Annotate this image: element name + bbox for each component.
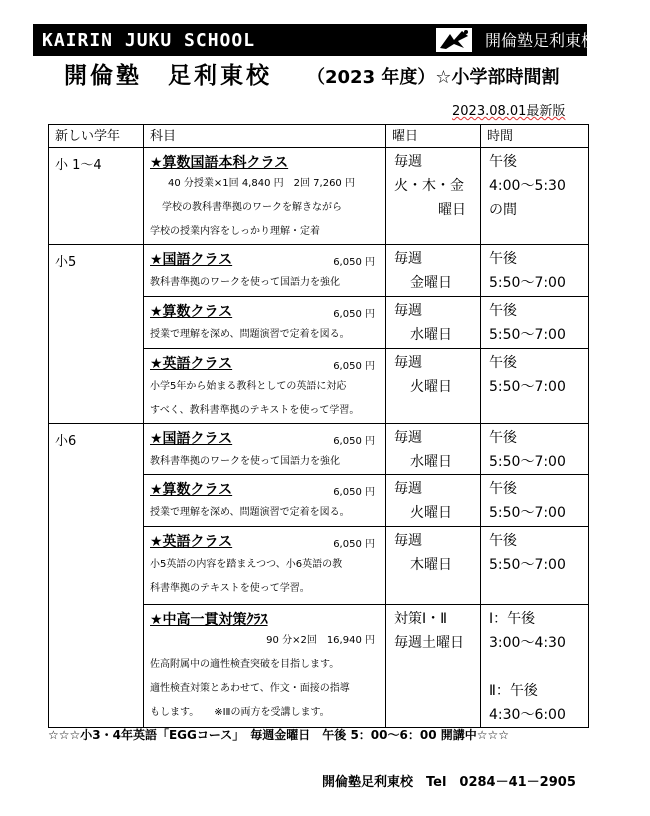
- grade-cell: 小5: [49, 245, 144, 424]
- day-text: 火曜日: [410, 505, 452, 521]
- time-text: 4:00～5:30: [489, 178, 566, 194]
- schedule-table: [48, 124, 589, 728]
- day-text: 火曜日: [410, 379, 452, 395]
- class-desc: 授業で理解を深め、問題演習で定着を図る。: [150, 329, 350, 340]
- day-text: 毎週土曜日: [394, 635, 464, 651]
- school-name-en: KAIRIN JUKU SCHOOL: [42, 30, 256, 51]
- class-cell: [144, 148, 386, 245]
- time-text: 5:50～7:00: [489, 505, 566, 521]
- day-text: 毎週: [394, 251, 422, 267]
- class-desc: もします。 ※ⅠⅡの両方を受講します。: [150, 707, 330, 718]
- table-header-row: [49, 125, 589, 148]
- class-name: ★国語クラス: [150, 252, 233, 268]
- day-text: 曜日: [438, 202, 466, 218]
- school-name-jp: 開倫塾足利東校: [485, 31, 598, 50]
- class-desc: 学校の授業内容をしっかり理解・定着: [150, 226, 320, 237]
- day-text: 木曜日: [410, 557, 452, 573]
- class-price: 6,050 円: [333, 257, 375, 268]
- table-row: [49, 245, 589, 297]
- contact-info: 開倫塾足利東校 Tel 0284－41－2905: [322, 775, 576, 790]
- day-cell: [386, 527, 481, 605]
- class-desc: 授業で理解を深め、問題演習で定着を図る。: [150, 507, 350, 518]
- day-cell: [386, 148, 481, 245]
- class-name: ★算数クラス: [150, 304, 233, 320]
- class-price: 6,050 円: [333, 436, 375, 447]
- class-price: 6,050 円: [333, 361, 375, 372]
- time-cell: [481, 297, 589, 349]
- day-text: 毎週: [394, 355, 422, 371]
- table-row: [49, 424, 589, 475]
- day-text: 毎週: [394, 533, 422, 549]
- page-subtitle: （2023 年度）☆小学部時間割: [307, 67, 560, 88]
- time-text: 午後: [489, 481, 517, 497]
- time-text: Ⅰ：午後: [489, 611, 536, 627]
- day-cell: [386, 297, 481, 349]
- time-text: 午後: [489, 154, 517, 170]
- time-text: 5:50～7:00: [489, 454, 566, 470]
- class-name: ★算数国語本科クラス: [150, 155, 289, 171]
- time-text: の間: [489, 202, 517, 218]
- time-text: 5:50～7:00: [489, 327, 566, 343]
- class-desc: 佐高附属中の適性検査突破を目指します。: [150, 659, 340, 670]
- time-text: 午後: [489, 355, 517, 371]
- time-text: 5:50～7:00: [489, 379, 566, 395]
- day-text: 火・木・金: [394, 178, 464, 194]
- day-text: 毎週: [394, 430, 422, 446]
- class-cell: [144, 527, 386, 605]
- class-desc: 教科書準拠のワークを使って国語力を強化: [150, 456, 340, 467]
- day-cell: [386, 245, 481, 297]
- day-cell: [386, 424, 481, 475]
- class-price: 6,050 円: [333, 309, 375, 320]
- header-grade: 新しい学年: [49, 125, 144, 148]
- time-text: Ⅱ：午後: [489, 683, 538, 699]
- class-price: 6,050 円: [333, 487, 375, 498]
- time-text: 午後: [489, 430, 517, 446]
- time-text: 5:50～7:00: [489, 275, 566, 291]
- day-text: 水曜日: [410, 454, 452, 470]
- time-cell: [481, 475, 589, 527]
- time-cell: [481, 527, 589, 605]
- class-name: ★英語クラス: [150, 534, 233, 550]
- class-cell: [144, 297, 386, 349]
- class-name: ★英語クラス: [150, 356, 233, 372]
- time-cell: [481, 148, 589, 245]
- day-text: 金曜日: [410, 275, 452, 291]
- time-cell: [481, 349, 589, 424]
- class-price: 6,050 円: [333, 539, 375, 550]
- header-day: 曜日: [386, 125, 481, 148]
- table-row: [49, 148, 589, 245]
- school-logo-icon: [436, 28, 472, 52]
- time-text: 4:30～6:00: [489, 707, 566, 723]
- class-desc: 教科書準拠のワークを使って国語力を強化: [150, 277, 340, 288]
- footer-note: ☆☆☆小3・4年英語「EGGコース」 毎週金曜日 午後 5：00～6：00 開講中☆☆☆: [48, 728, 509, 742]
- day-cell: [386, 605, 481, 728]
- time-cell: [481, 605, 589, 728]
- class-cell: [144, 245, 386, 297]
- day-text: 毎週: [394, 481, 422, 497]
- class-cell: [144, 349, 386, 424]
- class-name: ★算数クラス: [150, 482, 233, 498]
- class-desc: 小学5年から始まる教科としての英語に対応: [150, 381, 347, 392]
- time-text: 3:00～4:30: [489, 635, 566, 651]
- grade-cell: 小6: [49, 424, 144, 728]
- class-price: 90 分×2回 16,940 円: [266, 635, 375, 646]
- class-cell: [144, 605, 386, 728]
- time-text: 5:50～7:00: [489, 557, 566, 573]
- header-time: 時間: [481, 125, 589, 148]
- version-label: 2023.08.01最新版: [452, 104, 566, 119]
- day-cell: [386, 349, 481, 424]
- time-cell: [481, 424, 589, 475]
- class-price: 40 分授業×1回 4,840 円 2回 7,260 円: [168, 178, 355, 189]
- day-text: 毎週: [394, 303, 422, 319]
- time-text: 午後: [489, 251, 517, 267]
- class-name: ★国語クラス: [150, 431, 233, 447]
- class-desc: 適性検査対策とあわせて、作文・面接の指導: [150, 683, 350, 694]
- class-cell: [144, 424, 386, 475]
- class-desc: 小5英語の内容を踏まえつつ、小6英語の教: [150, 559, 343, 570]
- day-cell: [386, 475, 481, 527]
- header-subject: 科目: [144, 125, 386, 148]
- day-text: 毎週: [394, 154, 422, 170]
- class-desc: 科書準拠のテキストを使って学習。: [150, 583, 310, 594]
- time-text: 午後: [489, 303, 517, 319]
- time-text: 午後: [489, 533, 517, 549]
- class-name: ★中高一貫対策ｸﾗｽ: [150, 612, 268, 628]
- day-text: 対策Ⅰ・Ⅱ: [394, 611, 448, 627]
- class-desc: すべく、教科書準拠のテキストを使って学習。: [150, 405, 360, 416]
- page-title: 開倫塾 足利東校: [64, 63, 272, 89]
- class-desc: 学校の教科書準拠のワークを解きながら: [162, 202, 342, 213]
- day-text: 水曜日: [410, 327, 452, 343]
- grade-cell: 小 1～4: [49, 148, 144, 245]
- time-cell: [481, 245, 589, 297]
- class-cell: [144, 475, 386, 527]
